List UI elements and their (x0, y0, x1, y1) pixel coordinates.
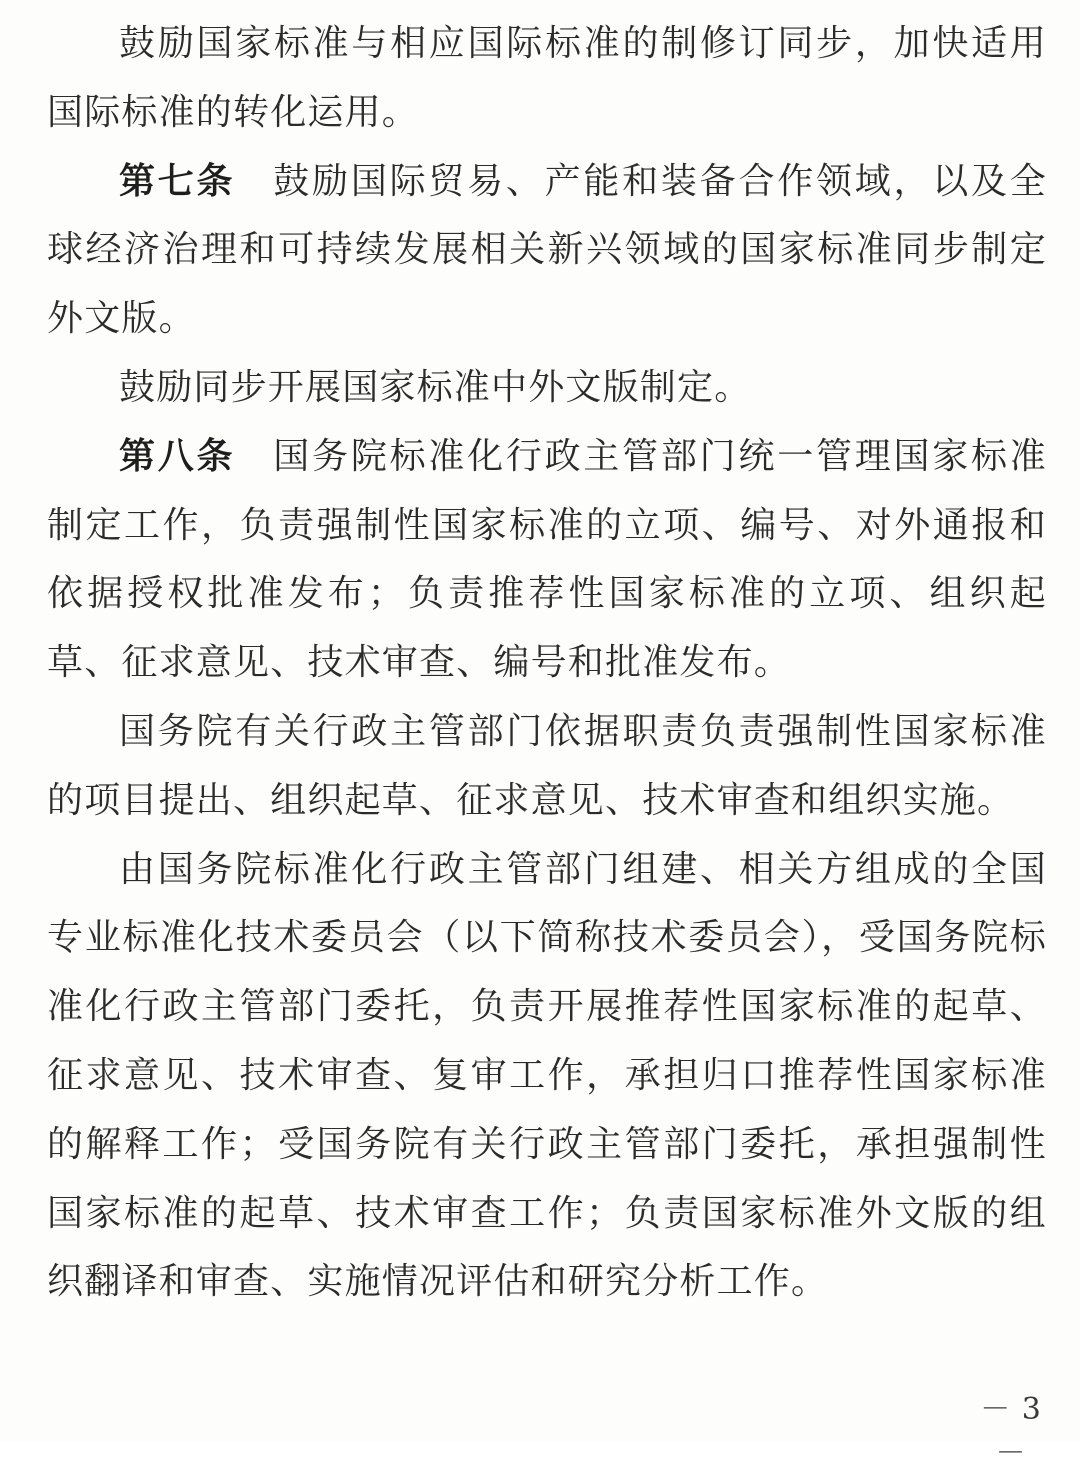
paragraph-1-text: 鼓励国家标准与相应国际标准的制修订同步，加快适用国际标准的转化运用。 (47, 23, 1047, 133)
paragraph-article-8 (47, 423, 1047, 698)
paragraph-3 (47, 354, 1047, 423)
article-7-text: 鼓励国际贸易、产能和装备合作领域，以及全球经济治理和可持续发展相关新兴领域的国家标准同步制定外文版。 (47, 160, 1047, 340)
paragraph-5 (47, 698, 1047, 836)
document-body (47, 10, 1047, 1317)
paragraph-5-text: 国务院有关行政主管部门依据职责负责强制性国家标准的项目提出、组织起草、征求意见、技术审查和组织实施。 (47, 710, 1047, 821)
page-number: － 3 － (980, 1392, 1042, 1471)
paragraph-6-text: 由国务院标准化行政主管部门组建、相关方组成的全国专业标准化技术委员会（以下简称技术委员会），受国务院标准化行政主管部门委托，负责开展推荐性国家标准的起草、征求意见、技术审查、复审工作，承担归口推荐性国家标准的解释工作；受国务院有关行政主管部门委托，承担强制性国家标准的起草、技术审查工作；负责国家标准外文版的组织翻译和审查、实施情况评估和研究分析工作。 (47, 848, 1047, 1303)
article-7-heading: 第七条 (119, 160, 236, 202)
paragraph-3-text: 鼓励同步开展国家标准中外文版制定。 (119, 366, 752, 408)
paragraph-1 (47, 10, 1047, 148)
paragraph-article-7 (47, 148, 1047, 354)
paragraph-6 (47, 836, 1047, 1318)
article-8-text: 国务院标准化行政主管部门统一管理国家标准制定工作，负责强制性国家标准的立项、编号、对外通报和依据授权批准发布；负责推荐性国家标准的立项、组织起草、征求意见、技术审查、编号和批准发布。 (47, 435, 1047, 684)
article-8-heading: 第八条 (119, 435, 236, 477)
